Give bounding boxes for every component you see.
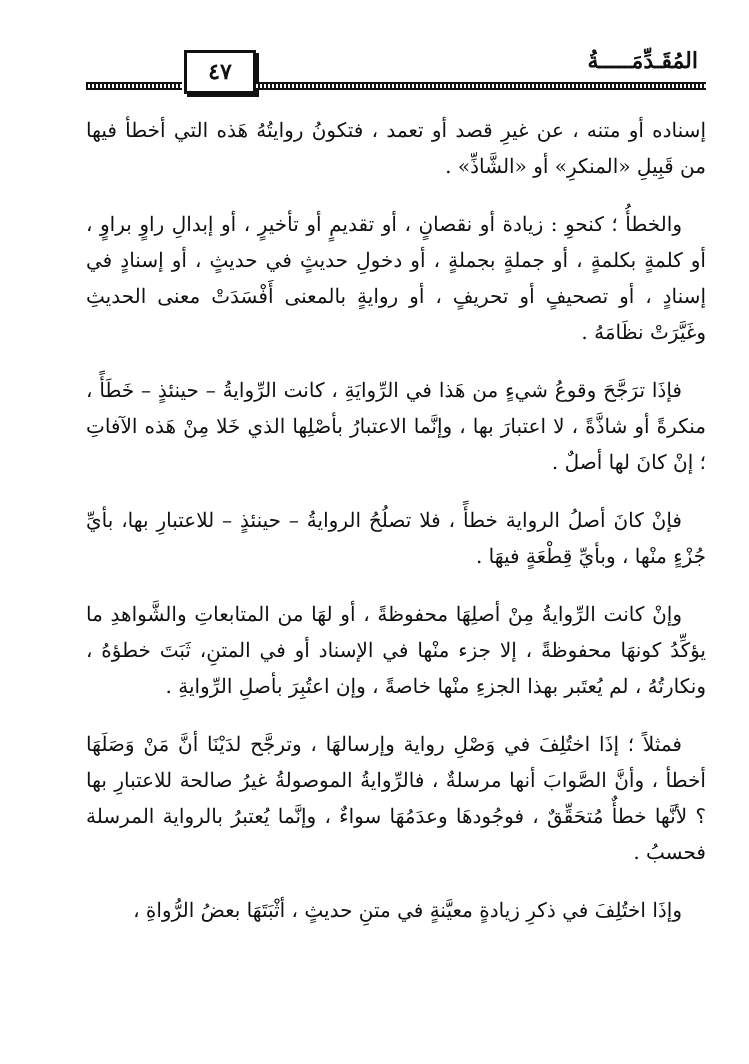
page-number: ٤٧ — [208, 59, 232, 85]
running-title: المُقَـدِّمَـــــةُ — [587, 48, 698, 74]
paragraph: إسناده أو متنه ، عن غيرِ قصد أو تعمد ، فتكونُ روايتُهُ هَذه التي أخطأ فيها من قَبِيلِ «المنكرِ» أو «الشَّاذِّ» . — [86, 118, 706, 178]
paragraph: فمثلاً ؛ إذَا اختُلِفَ في وَصْلِ رواية وإرسالهَا ، وترجَّح لدَيْنَا أنَّ مَنْ وَصَلَهَا أخطأ ، وأنَّ الصَّوابَ أنها مرسلةٌ ، فالرِّوايةُ الموصولةُ غيرُ صالحة للاعتبارِ بها ؟ لأنَّها خطأٌ مُتحَقِّقٌ ، فوجُودهَا وعدَمُهَا سواءٌ ، وإنَّما يُعتبرُ بالرواية المرسلة فحسبُ . — [86, 732, 706, 864]
body-text — [86, 112, 706, 928]
paragraph: وإنْ كانت الرِّوايةُ مِنْ أصلِهَا محفوظةً ، أو لهَا من المتابعاتِ والشَّواهدِ ما يؤكِّدُ كونهَا محفوظةً ، إلا جزء منْها في الإسناد أو في المتنِ، ثَبَتَ خطؤهُ ، ونكارتُهُ ، لم يُعتَبر بهذا الجزءِ منْها خاصةً ، وإن اعتُبِرَ بأصلِ الرِّوايةِ . — [86, 602, 706, 698]
header-rule-left — [86, 82, 182, 90]
paragraph: فإذَا ترَجَّحَ وقوعُ شيءٍ من هَذا في الرِّوايَةِ ، كانت الرِّوايةُ – حينئذٍ – خَطَأً ، منكرةً أو شاذَّةً ، لا اعتبارَ بها ، وإنَّما الاعتبارُ بأصْلِها الذي خَلا مِنْ هَذه الآفاتِ ؛ إنْ كانَ لها أصلٌ . — [86, 378, 706, 474]
header-rule-right — [254, 82, 706, 90]
paragraph: فإنْ كانَ أصلُ الرواية خطأً ، فلا تصلُحُ الروايةُ – حينئذٍ – للاعتبارِ بها، بأيِّ جُزْءٍ منْها ، وبأيِّ قِطْعَةٍ فيهَا . — [86, 508, 706, 568]
page-number-box — [184, 50, 256, 94]
paragraph: وإذَا اختُلِفَ في ذكرِ زيادةٍ معيَّنةٍ في متنِ حديثٍ ، أثْبَتَهَا بعضُ الرُّواةِ ، — [133, 898, 682, 922]
paragraph: والخطأُ ؛ كنحوِ : زيادة أو نقصانٍ ، أو تقديمٍ أو تأخيرٍ ، أو إبدالِ راوٍ براوٍ ، أو كلمةٍ بكلمةٍ ، أو جملةٍ بجملةٍ ، أو دخولِ حديثٍ في حديثٍ ، أو إسنادٍ في إسنادٍ ، أو تصحيفٍ أو تحريفٍ ، أو روايةٍ بالمعنى أَفْسَدَتْ معنى الحديثِ وغَيَّرَتْ نظَامَهُ . — [86, 212, 706, 344]
page-header — [86, 42, 706, 98]
